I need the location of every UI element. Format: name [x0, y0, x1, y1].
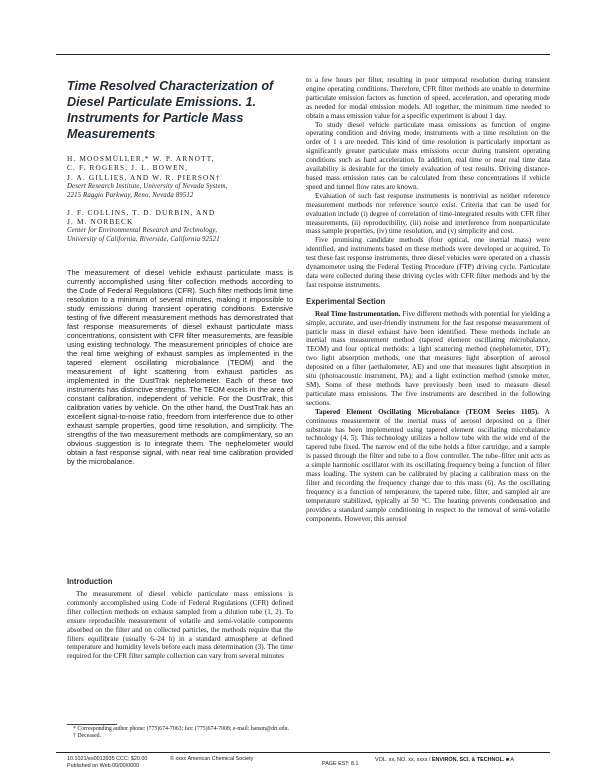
body-paragraph: Evaluation of such fast response instruments is nontrivial as neither reference measurement methods nor reference source exist. Criteria that can be used for evaluation include (i) degree of correlation of time-integrated results with CFR filter measurements, (ii) reproducibility, (iii) noise and interference from nonparticulate mass sample properties, (iv) time resolution, and (v) simplicity and cost.: [306, 191, 550, 236]
journal-name: ENVIRON. SCI. & TECHNOL.: [431, 757, 505, 763]
run-in-heading: Real Time Instrumentation.: [315, 309, 401, 318]
paragraph-text: Five different methods with potential for yielding a simple, accurate, and user-friendly instrument for the fast response measurement of particle mass in diesel exhaust have been identified. These methods include an inertial mass measurement method (tapered element oscillating microbalance, TEOM) and four optical methods: a light scattering method (nephelometer, DT); two light absorption methods, one that measures light absorption of aerosol deposited on a filter (aethalometer, AE) and one that measures light absorption in situ (photoacoustic instrument, PA); and a light extinction method (smoke meter, SM). Some of these methods have previously been used to measure diesel particulate mass emissions. The five instruments are described in the following sections.: [306, 309, 550, 407]
copyright: © xxxx American Chemical Society: [170, 756, 254, 762]
paragraph-text: A continuous measurement of the inertial mass of aerosol deposited on a filter substrate has been implemented using tapered element oscillating microbalance technology (4, 5). This technology utilizes a hollow tube with the wide end of the tapered tube fixed. The narrow end of the tube holds a filter cartridge, and a sample is passed through the filter and tube to a flow controller. The tube–filter unit acts as a simple harmonic oscillator with its oscillating frequency being a function of filter mass loading. The system can be calibrated by placing a calibration mass on the filter and recording the frequency change due to this mass (6). As the oscillating frequency is a function of temperature, the tapered tube, filter, and sampled air are temperature stabilized, typically at 50 °C. The heating prevents condensation and provides a standard sample conditioning in respect to the removal of semi-volatile components. However, this aerosol: [306, 407, 550, 523]
journal-citation: [375, 757, 514, 763]
experimental-section-heading: Experimental Section: [306, 296, 386, 306]
page-letter: ■ A: [504, 757, 514, 763]
author-line: J. A. GILLIES, AND W. R. PIERSON†: [67, 172, 221, 182]
top-rule: [56, 54, 550, 55]
authors-group-1: [67, 154, 293, 182]
left-column: [67, 78, 293, 473]
body-paragraph: To study diesel vehicle particulate mass emissions as function of engine operating condition and driving mode, instruments with a time resolution on the order of 1 s are needed. This kind of time resolution is particularly important as significantly greater particulate mass emissions occur during transient operating conditions such as hard acceleration. In addition, real time or near real time data availability is desirable for the timely evaluation of test results. Driving distance-based mass emission rates can be calculated from these concentrations if vehicle speed and tunnel flow rates are known.: [306, 120, 550, 191]
abstract: The measurement of diesel vehicle exhaust particulate mass is currently accomplished using filter collection methods according to the Code of Federal Regulations (CFR). Such filter methods limit time resolution to a minimum of several minutes, making it impossible to study emissions during transient operating conditions. Extensive testing of five different measurement methods has demonstrated that fast response measurements of diesel exhaust particulate mass concentrations, consistent with CFR filter measurements, are feasible using existing technology. The measurement principles of choice are the real time weighing of exhaust samples as implemented in the tapered element oscillating microbalance (TEOM) and the measurement of light scattering from exhaust particles as implemented in the DustTrak nephelometer. Each of these two instruments has distinctive strengths. The TEOM excels in the area of constant calibration, independent of vehicle. For the DustTrak, this calibration varies by vehicle. On the other hand, the DustTrak has an excellent signal-to-noise ratio, freedom from interference due to other exhaust sample properties, good time resolution, and simplicity. The strengths of the two measurement methods are complimentary, so an obvious suggestion is to integrate them. The nephelometer would obtain a fast response signal, with near real time calibration provided by the microbalance.: [67, 267, 293, 467]
affiliation-1: [67, 183, 293, 200]
right-column: [306, 76, 550, 524]
footnote-rule: [67, 724, 117, 725]
authors-group-2: [67, 208, 293, 227]
affiliation-line: 2215 Raggio Parkway, Reno, Nevada 89512: [67, 191, 194, 199]
affiliation-line: Desert Research Institute, University of Nevada System,: [67, 183, 228, 191]
affiliation-2: [67, 227, 293, 244]
bottom-rule: [56, 752, 550, 753]
body-paragraph: [306, 310, 550, 408]
doi-block: [67, 756, 147, 769]
author-line: H. MOOSMÜLLER,* W. P. ARNOTT,: [67, 154, 215, 163]
affiliation-line: University of California, Riverside, California 92521: [67, 236, 220, 244]
author-line: C. F. ROGERS, J. L. BOWEN,: [67, 163, 189, 173]
run-in-heading: Tapered Element Oscillating Microbalance (TEOM Series 1105).: [315, 407, 540, 416]
body-paragraph: [306, 408, 550, 524]
footnotes: [67, 726, 293, 741]
journal-volume: VOL. xx, NO. xx, xxxx /: [375, 757, 432, 763]
author-line: J. M. NORBECK: [67, 217, 134, 227]
publication-date: Published on Web 00/00/0000: [67, 762, 140, 769]
paper-title: Time Resolved Characterization of Diesel Particulate Emissions. 1. Instruments for Particle Mass Measurements: [67, 79, 274, 141]
body-paragraph: to a few hours per filter, resulting in poor temporal resolution during transient engine operating conditions. Therefore, CFR filter methods are unable to determine particulate emission factors as function of speed, acceleration, and operating mode as needed for modal emission models. All together, the minimum time needed to obtain a mass emission value for a specific experiment is about 1 day.: [306, 76, 550, 120]
affiliation-line: Center for Environmental Research and Technology,: [67, 227, 218, 235]
footnote-deceased: † Deceased.: [73, 733, 102, 740]
introduction-heading: Introduction: [67, 577, 113, 586]
footnote-corresponding-author: * Corresponding author phone: (775)674-7063; fax: (775)674-7008; e-mail: hansm@dri.edu.: [73, 726, 289, 732]
body-paragraph: Five promising candidate methods (four optical, one inertial mass) were identified, and instruments based on these methods were developed or acquired. To test these fast response instruments, three diesel vehicles were operated on a chassis dynamometer using the Federal Testing Procedure (FTP) driving cycle. Particulate data were collected during these driving cycles with CFR filter methods and by the fast response instruments.: [306, 236, 550, 289]
introduction-text: The measurement of diesel vehicle particulate mass emissions is commonly accomplished using Code of Federal Regulations (CFR) defined filter collection methods on exhaust sampled from a dilution tube (1, 2). To ensure reproducible measurement of volatile and semi-volatile components absorbed on the filter and on collected particles, the methods require that the filters equilibrate (usually 6–24 h) in a standard atmosphere at defined temperature and humidity levels before each mass determination (3). The time required for the CFR filter sample collection can vary from several minutes: [67, 590, 293, 661]
page-estimate: PAGE EST: 8.1: [322, 761, 359, 767]
doi-line: 10.1021/es0013935 CCC: $20.00: [67, 756, 148, 762]
author-line: J. F. COLLINS, T. D. DURBIN, AND: [67, 207, 216, 217]
